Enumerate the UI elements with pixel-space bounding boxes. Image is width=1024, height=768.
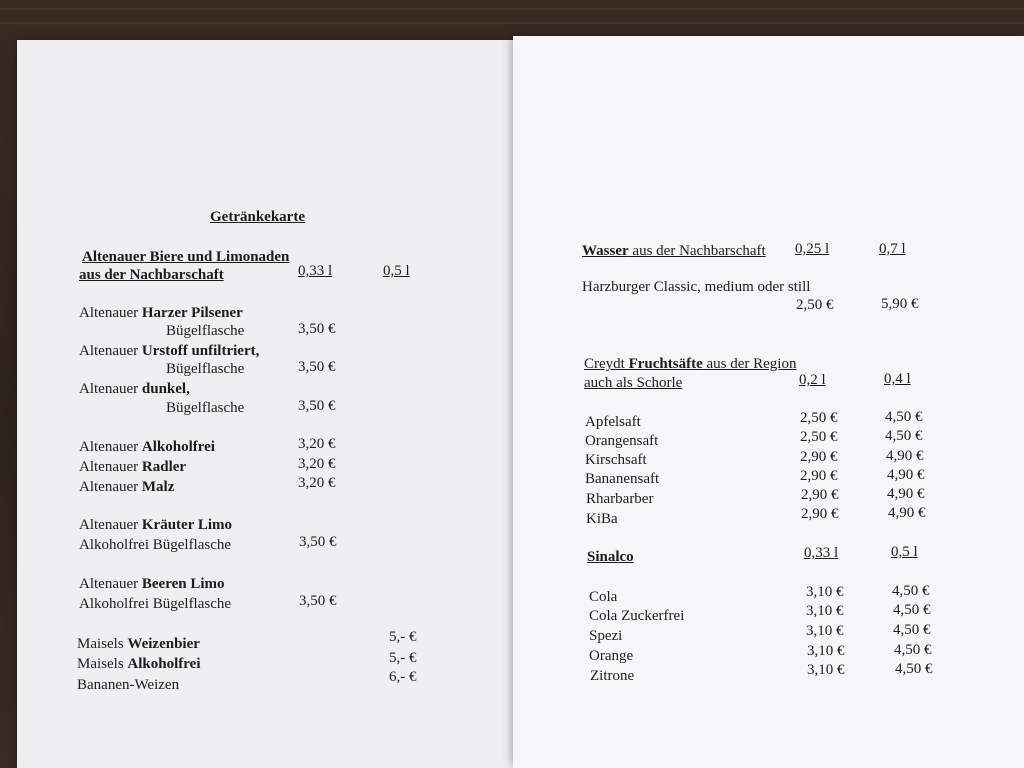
col-header-04: 0,4 l — [884, 371, 911, 387]
price: 5,- € — [389, 650, 417, 666]
table-grain — [0, 22, 1024, 24]
price: 4,50 € — [885, 428, 923, 444]
price: 3,50 € — [298, 398, 336, 414]
price: 4,50 € — [894, 642, 932, 658]
price: 3,50 € — [299, 593, 337, 609]
price: 4,90 € — [888, 505, 926, 521]
table-grain — [0, 8, 1024, 10]
price: 2,90 € — [801, 487, 839, 503]
col-header-033: 0,33 l — [298, 263, 333, 279]
right-menu-page — [513, 36, 1024, 768]
section-subtitle-schorle: auch als Schorle — [584, 375, 683, 391]
item-radler: Altenauer Radler — [79, 459, 187, 475]
price: 2,50 € — [800, 410, 838, 426]
item-harzer-pilsener: Altenauer Harzer Pilsener — [79, 305, 243, 321]
section-title-beer: Altenauer Biere und Limonaden — [82, 249, 290, 265]
price: 4,50 € — [893, 622, 931, 638]
item-bottle-label: Bügelflasche — [166, 323, 245, 339]
soda-name: Zitrone — [590, 668, 635, 684]
price: 2,90 € — [801, 506, 839, 522]
price: 4,50 € — [892, 583, 930, 599]
price: 2,50 € — [796, 297, 834, 313]
section-subtitle-beer: aus der Nachbarschaft — [79, 267, 224, 283]
left-menu-page — [17, 40, 520, 768]
price: 3,50 € — [298, 321, 336, 337]
col-header-07: 0,7 l — [879, 241, 906, 257]
price: 3,50 € — [299, 534, 337, 550]
price: 3,50 € — [298, 359, 336, 375]
item-alkoholfrei: Altenauer Alkoholfrei — [79, 439, 215, 455]
menu-title: Getränkekarte — [210, 209, 305, 225]
item-weizenbier: Maisels Weizenbier — [77, 636, 200, 652]
item-dunkel: Altenauer dunkel, — [79, 381, 190, 397]
item-malz: Altenauer Malz — [79, 479, 175, 495]
item-harzburger: Harzburger Classic, medium oder still — [582, 279, 811, 295]
item-bottle-label: Bügelflasche — [166, 400, 245, 416]
col-header-05: 0,5 l — [383, 263, 410, 279]
juice-name: Apfelsaft — [585, 414, 641, 430]
price: 5,- € — [389, 629, 417, 645]
item-beeren-limo: Altenauer Beeren Limo — [79, 576, 225, 592]
price: 4,50 € — [885, 409, 923, 425]
price: 3,20 € — [298, 475, 336, 491]
item-alkoholfrei-bottle: Alkoholfrei Bügelflasche — [79, 596, 232, 612]
price: 3,10 € — [806, 623, 844, 639]
item-kraeuter-limo: Altenauer Kräuter Limo — [79, 517, 233, 533]
price: 6,- € — [389, 669, 417, 685]
item-maisels-alkoholfrei: Maisels Alkoholfrei — [77, 656, 201, 672]
price: 2,90 € — [800, 468, 838, 484]
price: 3,10 € — [806, 584, 844, 600]
price: 3,10 € — [807, 643, 845, 659]
item-bananen-weizen: Bananen-Weizen — [77, 677, 180, 693]
col-header-02: 0,2 l — [799, 372, 826, 388]
juice-name: Kirschsaft — [585, 452, 647, 468]
col-header-05-sinalco: 0,5 l — [891, 544, 918, 560]
price: 4,90 € — [886, 448, 924, 464]
price: 3,10 € — [806, 603, 844, 619]
item-alkoholfrei-bottle: Alkoholfrei Bügelflasche — [79, 537, 232, 553]
juice-name: Orangensaft — [585, 433, 659, 449]
price: 4,50 € — [895, 661, 933, 677]
price: 5,90 € — [881, 296, 919, 312]
price: 4,90 € — [887, 486, 925, 502]
item-bottle-label: Bügelflasche — [166, 361, 245, 377]
section-title-saefte: Creydt Fruchtsäfte aus der Region — [584, 356, 797, 372]
item-urstoff: Altenauer Urstoff unfiltriert, — [79, 343, 260, 359]
col-header-033-sinalco: 0,33 l — [804, 545, 839, 561]
soda-name: Orange — [589, 648, 634, 664]
section-title-sinalco: Sinalco — [587, 549, 634, 565]
price: 2,90 € — [800, 449, 838, 465]
soda-name: Spezi — [589, 628, 623, 644]
price: 3,20 € — [298, 436, 336, 452]
price: 2,50 € — [800, 429, 838, 445]
juice-name: KiBa — [586, 511, 618, 527]
section-title-wasser: Wasser aus der Nachbarschaft — [582, 243, 766, 259]
juice-name: Bananensaft — [585, 471, 660, 487]
price: 3,20 € — [298, 456, 336, 472]
price: 3,10 € — [807, 662, 845, 678]
col-header-025: 0,25 l — [795, 241, 830, 257]
price: 4,50 € — [893, 602, 931, 618]
soda-name: Cola Zuckerfrei — [589, 608, 685, 624]
price: 4,90 € — [887, 467, 925, 483]
soda-name: Cola — [589, 589, 618, 605]
juice-name: Rharbarber — [586, 491, 654, 507]
